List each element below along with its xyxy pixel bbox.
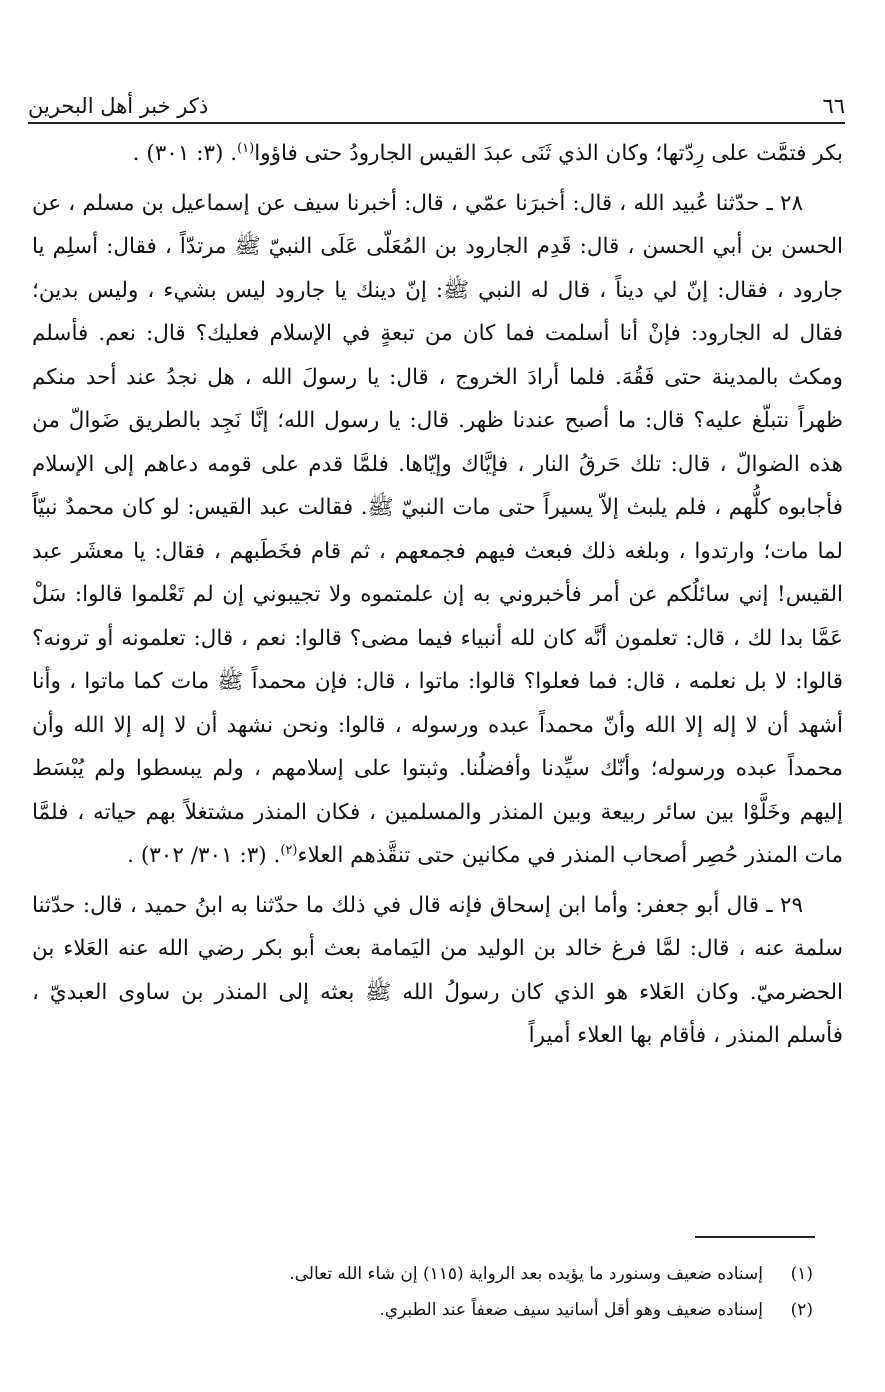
citation: . (٣: ٣٠١) . [132,141,238,166]
footnote-text: إسناده ضعيف وهو أقل أسانيد سيف ضعفاً عند الطبري. [379,1300,763,1320]
paragraph-text: بكر فتمَّت على رِدّتها؛ وكان الذي ثَنَى عبدَ القيس الجارودُ حتى فاؤوا [254,141,843,166]
footnote-number: (١) [790,1264,813,1284]
paragraph-text: ٢٨ ـ حدّثنا عُبيد الله ، قال: أخبرَنا عمّي ، قال: أخبرنا سيف عن إسماعيل بن مسلم ، عن الحسن بن أبي الحسن ، قال: قَدِم الجارود بن المُعَلّى عَلَى النبيّ ﷺ مرتدّاً ، فقال: أسلِم يا جارود ، فقال: إنّ لي ديناً ، قال له النبي ﷺ: إنّ دينك يا جارود ليس بشيء ، وليس بدين؛ فقال له الجارود: فإنْ أنا أسلمت فما كان من تبعةٍ في الإسلام فعليك؟ قال: نعم. فأسلم ومكث بالمدينة حتى فَقُهَ. فلما أرادَ الخروج ، قال: يا رسولَ الله ، هل نجدُ عند أحد منكم ظهراً نتبلّغ عليه؟ قال: ما أصبح عندنا ظهر. قال: يا رسول الله؛ إنَّا نَجِد بالطريق ضَوالّ من هذه الضوالّ ، قال: تلك حَرقُ النار ، فإيَّاك وإيّاها. فلمَّا قدم على قومه دعاهم إلى الإسلام فأجابوه كلُّهم ، فلم يلبث إلاّ يسيراً حتى مات النبيّ ﷺ. فقالت عبد القيس: لو كان محمدٌ نبيّاً لما مات؛ وارتدوا ، وبلغه ذلك فبعث فيهم فجمعهم ، ثم قام فخَطَبهم ، فقال: يا معشَر عبد القيس! إني سائلُكم عن أمر فأخبروني به إن علمتموه ولا تجيبوني إن لم تَعْلموا قالوا: سَلْ عَمَّا بدا لك ، قال: تعلمون أنَّه كان لله أنبياء فيما مضى؟ قالوا: نعم ، قال: تعلمونه أو ترونه؟ قالوا: لا بل نعلمه ، قال: فما فعلوا؟ قالوا: ماتوا ، قال: فإن محمداً ﷺ مات كما ماتوا ، وأنا أشهد أن لا إله إلا الله وأنّ محمداً عبده ورسوله ، قالوا: ونحن نشهد أن لا إله إلا الله وأن محمداً عبده ورسوله؛ وأنّك سيِّدنا وأفضلُنا. وثبتوا على إسلامهم ، ولم يبسطوا ولم يُبْسَط إليهم وخَلَّوْا بين سائر ربيعة وبين المنذر والمسلمين ، فكان المنذر مشتغلاً بهم حياته ، فلمَّا مات المنذر حُصِر أصحاب المنذر في مكانين حتى تنقَّذهم العلاء [32,190,843,868]
running-header [28,82,845,124]
footnotes [60,1256,813,1328]
footnote-divider [695,1236,815,1238]
paragraph-29 [32,884,843,1058]
footnote-text: إسناده ضعيف وسنورد ما يؤيده بعد الرواية (١١٥) إن شاء الله تعالى. [289,1264,763,1284]
footnote-2 [60,1292,813,1328]
footnote-ref[interactable]: (١) [237,140,255,156]
citation: . (٣: ٣٠١/ ٣٠٢) . [127,843,281,868]
main-text [32,132,843,1064]
footnote-ref[interactable]: (٢) [280,842,298,858]
footnote-number: (٢) [790,1300,813,1320]
paragraph [32,132,843,176]
paragraph-28 [32,182,843,878]
paragraph-text: ٢٩ ـ قال أبو جعفر: وأما ابن إسحاق فإنه قال في ذلك ما حدّثنا به ابنُ حميد ، قال: حدّثنا سلمة عنه ، قال: لمَّا فرغ خالد بن الوليد من اليَمامة بعث أبو بكر رضي الله عنه العَلاء بن الحضرميّ. وكان العَلاء هو الذي كان رسولُ الله ﷺ بعثه إلى المنذر بن ساوى العبديّ ، فأسلم المنذر ، فأقام بها العلاء أميراً [32,892,843,1048]
running-title: ذكر خبر أهل البحرين [28,94,209,118]
footnote-1 [60,1256,813,1292]
page-number: ٦٦ [822,94,845,118]
